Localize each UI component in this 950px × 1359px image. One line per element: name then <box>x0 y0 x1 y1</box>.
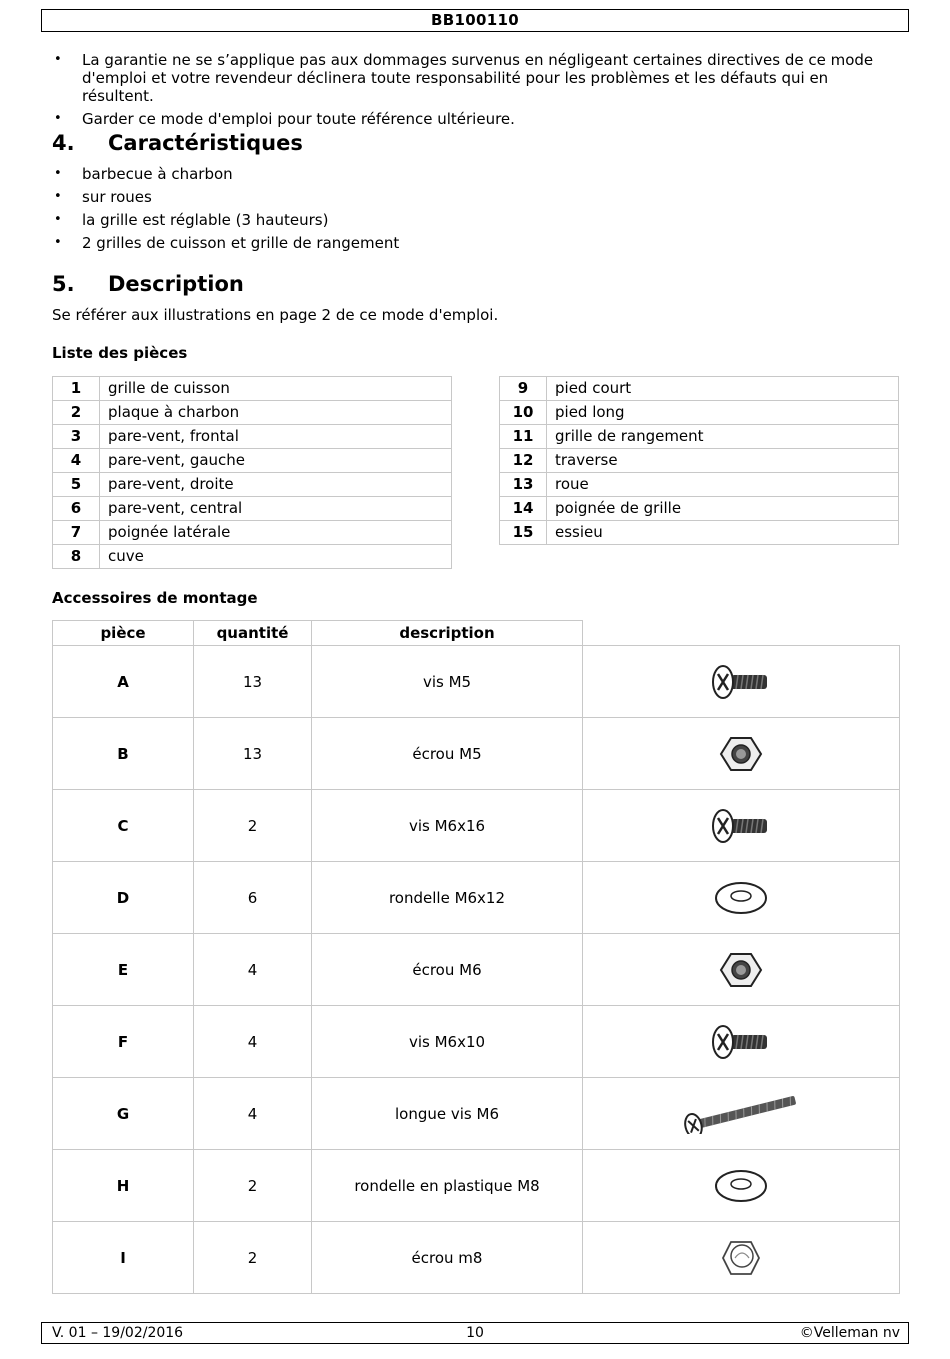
accessory-illustration <box>583 646 900 718</box>
accessory-description: écrou M5 <box>312 718 583 790</box>
accessory-illustration <box>583 862 900 934</box>
part-number: 1 <box>53 377 100 401</box>
footer-copyright: ©Velleman nv <box>799 1325 900 1341</box>
list-item: • barbecue à charbon <box>52 165 902 183</box>
list-item: • Garder ce mode d'emploi pour toute référence ultérieure. <box>52 110 902 128</box>
washer-icon <box>713 888 769 906</box>
accessories-table <box>52 620 900 1294</box>
part-number: 3 <box>53 425 100 449</box>
accessory-quantity: 2 <box>194 790 312 862</box>
accessory-quantity: 4 <box>194 1006 312 1078</box>
list-item: • 2 grilles de cuisson et grille de rangement <box>52 234 902 252</box>
section-title: Description <box>108 272 244 296</box>
accessory-description: vis M5 <box>312 646 583 718</box>
accessory-quantity: 13 <box>194 718 312 790</box>
column-header-blank <box>583 621 900 646</box>
accessory-illustration <box>583 1150 900 1222</box>
column-header-piece: pièce <box>53 621 194 646</box>
accessory-quantity: 4 <box>194 934 312 1006</box>
accessory-quantity: 13 <box>194 646 312 718</box>
long-bolt-icon <box>679 1104 803 1122</box>
part-number: 6 <box>53 497 100 521</box>
accessory-description: rondelle en plastique M8 <box>312 1150 583 1222</box>
table-row <box>53 790 900 862</box>
cap-nut-icon <box>719 1248 763 1266</box>
section-5-heading <box>52 272 244 296</box>
part-number: 8 <box>53 545 100 569</box>
accessory-piece: G <box>53 1078 194 1150</box>
table-row <box>53 473 452 497</box>
part-label: plaque à charbon <box>100 401 452 425</box>
part-number: 13 <box>500 473 547 497</box>
accessory-piece: A <box>53 646 194 718</box>
part-number: 4 <box>53 449 100 473</box>
accessory-description: longue vis M6 <box>312 1078 583 1150</box>
accessory-piece: H <box>53 1150 194 1222</box>
part-label: grille de cuisson <box>100 377 452 401</box>
intro-bullet-list <box>52 51 902 133</box>
features-list <box>52 165 902 257</box>
accessory-piece: D <box>53 862 194 934</box>
table-row <box>53 934 900 1006</box>
part-label: pare-vent, frontal <box>100 425 452 449</box>
part-label: cuve <box>100 545 452 569</box>
parts-table-left <box>52 376 452 569</box>
accessory-piece: E <box>53 934 194 1006</box>
part-label: traverse <box>547 449 899 473</box>
part-number: 5 <box>53 473 100 497</box>
part-number: 14 <box>500 497 547 521</box>
document-title: BB100110 <box>431 11 519 29</box>
document-footer <box>41 1322 909 1344</box>
accessory-description: écrou M6 <box>312 934 583 1006</box>
table-row <box>500 425 899 449</box>
part-label: roue <box>547 473 899 497</box>
part-label: pare-vent, droite <box>100 473 452 497</box>
list-item: • La garantie ne se s’applique pas aux dommages survenus en négligeant certaines directives de ce mode d'emploi et votre revendeur déclinera toute responsabilité pour les problèmes et les défauts qui en résultent. <box>52 51 902 105</box>
table-row <box>53 425 452 449</box>
screw-icon <box>709 816 773 834</box>
footer-page-number: 10 <box>466 1325 484 1341</box>
section-title: Caractéristiques <box>108 131 303 155</box>
section-number: 4. <box>52 131 75 155</box>
accessory-piece: C <box>53 790 194 862</box>
table-row <box>53 521 452 545</box>
table-row <box>500 449 899 473</box>
accessory-illustration <box>583 934 900 1006</box>
nut-icon <box>719 960 763 978</box>
list-item: • la grille est réglable (3 hauteurs) <box>52 211 902 229</box>
table-row <box>53 1006 900 1078</box>
section-number: 5. <box>52 272 75 296</box>
accessory-quantity: 2 <box>194 1150 312 1222</box>
column-header-quantity: quantité <box>194 621 312 646</box>
column-header-description: description <box>312 621 583 646</box>
table-row <box>53 1078 900 1150</box>
part-number: 7 <box>53 521 100 545</box>
document-header <box>41 9 909 32</box>
accessory-illustration <box>583 1006 900 1078</box>
part-label: poignée de grille <box>547 497 899 521</box>
table-row <box>500 473 899 497</box>
table-row <box>53 545 452 569</box>
accessory-quantity: 4 <box>194 1078 312 1150</box>
table-row <box>500 377 899 401</box>
accessory-quantity: 6 <box>194 862 312 934</box>
part-label: poignée latérale <box>100 521 452 545</box>
part-number: 2 <box>53 401 100 425</box>
accessory-piece: B <box>53 718 194 790</box>
part-number: 15 <box>500 521 547 545</box>
accessory-illustration <box>583 718 900 790</box>
part-label: pare-vent, central <box>100 497 452 521</box>
section-4-heading <box>52 131 303 155</box>
table-row <box>53 1150 900 1222</box>
parts-list-heading: Liste des pièces <box>52 344 188 362</box>
accessory-illustration <box>583 1222 900 1294</box>
accessory-description: vis M6x16 <box>312 790 583 862</box>
table-row <box>53 718 900 790</box>
screw-icon <box>709 672 773 690</box>
accessory-piece: F <box>53 1006 194 1078</box>
accessory-description: vis M6x10 <box>312 1006 583 1078</box>
accessory-description: rondelle M6x12 <box>312 862 583 934</box>
part-number: 9 <box>500 377 547 401</box>
accessory-illustration <box>583 1078 900 1150</box>
table-row <box>53 401 452 425</box>
list-item: • sur roues <box>52 188 902 206</box>
table-row <box>500 521 899 545</box>
part-label: grille de rangement <box>547 425 899 449</box>
table-row <box>53 449 452 473</box>
part-label: pare-vent, gauche <box>100 449 452 473</box>
table-row <box>53 377 452 401</box>
part-label: pied court <box>547 377 899 401</box>
washer-icon <box>713 1176 769 1194</box>
nut-icon <box>719 744 763 762</box>
accessory-illustration <box>583 790 900 862</box>
table-row <box>500 401 899 425</box>
description-text: Se référer aux illustrations en page 2 de ce mode d'emploi. <box>52 306 499 324</box>
accessory-description: écrou m8 <box>312 1222 583 1294</box>
part-label: pied long <box>547 401 899 425</box>
accessory-quantity: 2 <box>194 1222 312 1294</box>
table-row <box>53 497 452 521</box>
table-row <box>53 1222 900 1294</box>
accessories-heading: Accessoires de montage <box>52 589 258 607</box>
footer-version: V. 01 – 19/02/2016 <box>52 1325 184 1341</box>
table-row <box>500 497 899 521</box>
accessory-piece: I <box>53 1222 194 1294</box>
table-row <box>53 646 900 718</box>
part-number: 11 <box>500 425 547 449</box>
table-row <box>53 862 900 934</box>
part-label: essieu <box>547 521 899 545</box>
part-number: 10 <box>500 401 547 425</box>
parts-table-right <box>499 376 899 545</box>
screw-icon <box>709 1032 773 1050</box>
part-number: 12 <box>500 449 547 473</box>
